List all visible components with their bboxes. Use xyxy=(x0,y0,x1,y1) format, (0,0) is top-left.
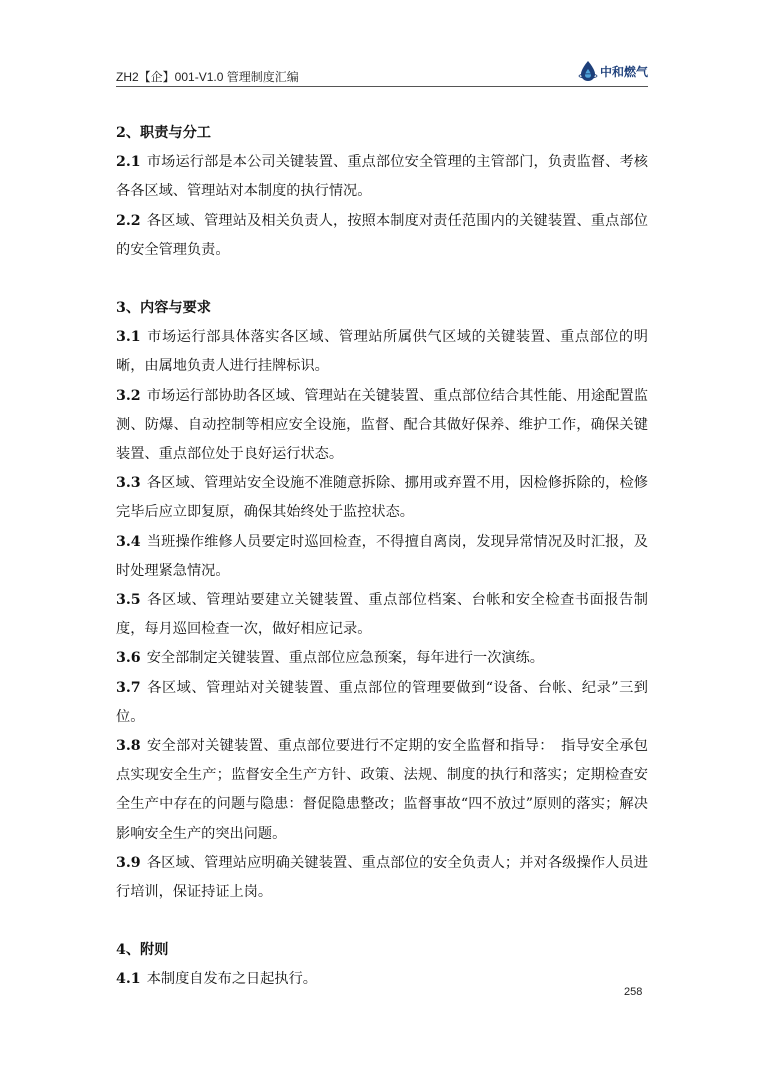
clause-number: 3.6 xyxy=(116,650,141,667)
flame-drop-icon xyxy=(578,60,598,82)
clause-text: 安全部对关键装置、重点部位要进行不定期的安全监督和指导： 指导安全承包点实现安全生产；监督安全生产方针、政策、法规、制度的执行和落实；定期检查安全生产中存在的问题与隐患：督促隐患整改；监督事故“四不放过”原则的落实；解决影响安全生产的突出问题。 xyxy=(116,738,648,842)
clause-text: 各区域、管理站应明确关键装置、重点部位的安全负责人；并对各级操作人员进行培训，保证持证上岗。 xyxy=(116,854,648,901)
clause-number: 4.1 xyxy=(116,971,141,988)
company-logo xyxy=(578,60,648,82)
document-body xyxy=(116,119,648,995)
clause-text: 安全部制定关键装置、重点部位应急预案，每年进行一次演练。 xyxy=(146,650,544,667)
clause-3-9 xyxy=(116,849,648,907)
clause-text: 当班操作维修人员要定时巡回检查，不得擅自离岗，发现异常情况及时汇报，及时处理紧急情况。 xyxy=(116,533,648,579)
clause-3-1 xyxy=(116,323,648,381)
clause-2-2 xyxy=(116,207,648,265)
page-number: 258 xyxy=(624,986,643,998)
section-heading-4: 4、附则 xyxy=(116,942,169,959)
clause-number: 3.7 xyxy=(116,679,141,696)
section-heading-3: 3、内容与要求 xyxy=(116,300,211,317)
clause-number: 3.2 xyxy=(116,387,141,404)
clause-3-5 xyxy=(116,586,648,644)
clause-4-1 xyxy=(116,965,648,994)
clause-text: 市场运行部协助各区域、管理站在关键装置、重点部位结合其性能、用途配置监测、防爆、自动控制等相应安全设施，监督、配合其做好保养、维护工作，确保关键装置、重点部位处于良好运行状态。 xyxy=(116,387,648,463)
section-spacer xyxy=(116,907,648,936)
clause-3-3 xyxy=(116,469,648,527)
clause-3-8 xyxy=(116,732,648,849)
clause-text: 市场运行部具体落实各区域、管理站所属供气区域的关键装置、重点部位的明晰，由属地负责人进行挂牌标识。 xyxy=(116,329,648,375)
clause-3-4 xyxy=(116,528,648,586)
clause-2-1 xyxy=(116,148,648,206)
clause-number: 3.9 xyxy=(116,854,141,871)
clause-text: 市场运行部是本公司关键装置、重点部位安全管理的主管部门，负责监督、考核各各区域、管理站对本制度的执行情况。 xyxy=(116,154,648,200)
clause-3-7 xyxy=(116,674,648,732)
clause-number: 3.1 xyxy=(116,329,141,346)
clause-text: 各区域、管理站安全设施不准随意拆除、挪用或弃置不用，因检修拆除的，检修完毕后应立即复原，确保其始终处于监控状态。 xyxy=(116,475,648,521)
clause-text: 各区域、管理站对关键装置、重点部位的管理要做到“设备、台帐、纪录”三到位。 xyxy=(116,679,648,725)
section-spacer xyxy=(116,265,648,294)
header-divider xyxy=(116,86,648,87)
clause-text: 各区域、管理站要建立关键装置、重点部位档案、台帐和安全检查书面报告制度，每月巡回检查一次，做好相应记录。 xyxy=(116,592,648,638)
clause-number: 3.3 xyxy=(116,475,141,492)
clause-number: 2.1 xyxy=(116,154,141,171)
clause-text: 各区域、管理站及相关负责人，按照本制度对责任范围内的关键装置、重点部位的安全管理负责。 xyxy=(116,212,648,258)
clause-text: 本制度自发布之日起执行。 xyxy=(146,971,317,988)
logo-text: 中和燃气 xyxy=(599,64,648,79)
page-header xyxy=(116,58,648,88)
clause-number: 3.8 xyxy=(116,738,141,755)
clause-number: 3.5 xyxy=(116,592,141,609)
document-reference: ZH2【企】001-V1.0 管理制度汇编 xyxy=(116,70,299,84)
clause-3-6 xyxy=(116,644,648,673)
clause-3-2 xyxy=(116,382,648,470)
clause-number: 3.4 xyxy=(116,533,141,550)
section-heading-2: 2、职责与分工 xyxy=(116,125,211,141)
clause-number: 2.2 xyxy=(116,212,141,229)
